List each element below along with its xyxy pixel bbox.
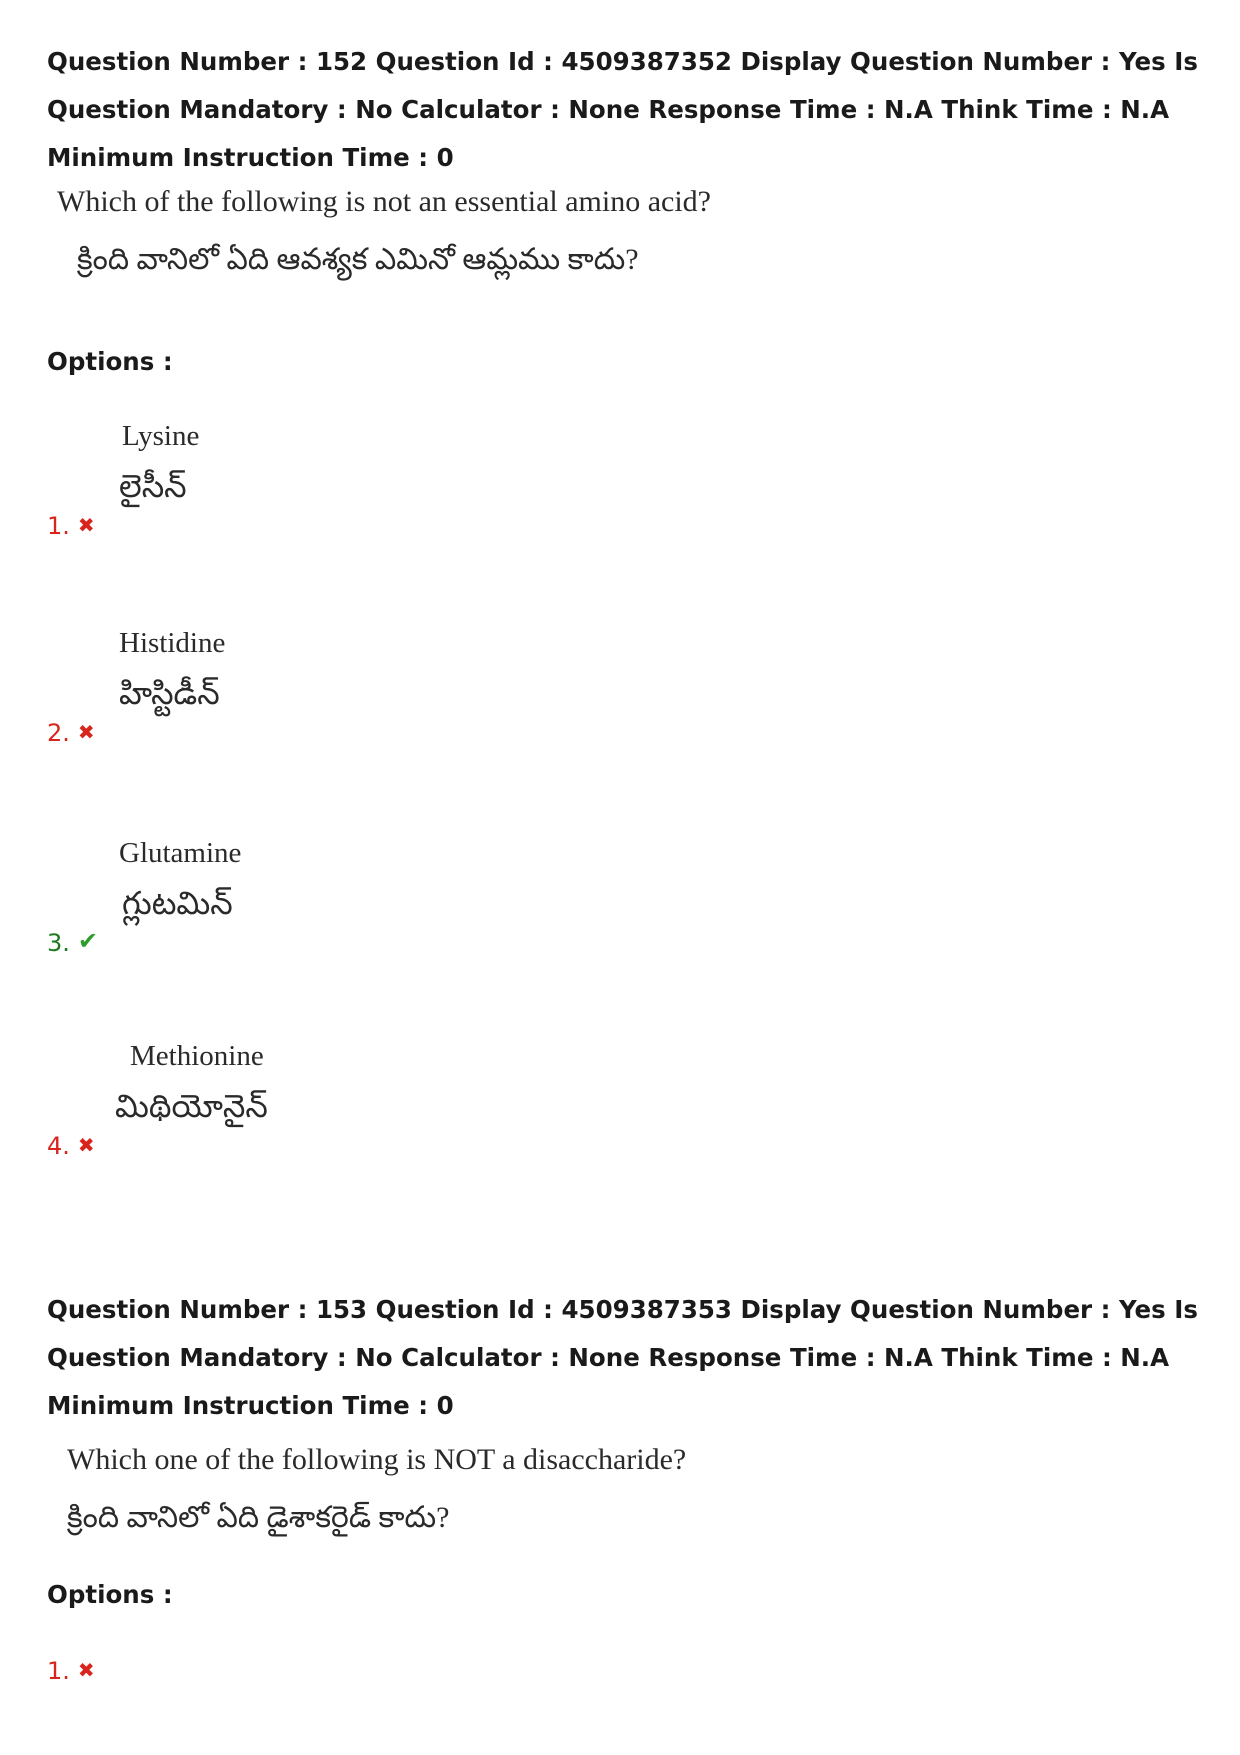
option-item: [47, 1040, 847, 1160]
cross-icon: ✖: [77, 1658, 95, 1682]
check-icon: ✔: [77, 927, 99, 955]
cross-icon: ✖: [77, 513, 95, 537]
options-label: Options :: [47, 347, 173, 376]
option-item: [47, 627, 847, 747]
question-text-telugu: క్రింది వానిలో ఏది ఆవశ్యక ఎమినో ఆమ్లము కాదు?: [77, 243, 639, 276]
option-number: 3. ✔: [47, 927, 99, 957]
option-number: 4. ✖: [47, 1132, 95, 1160]
option-number: 2. ✖: [47, 719, 95, 747]
question-meta: Question Number : 152 Question Id : 4509387352 Display Question Number : Yes Is Question Mandatory : No Calculator : None Response Time : N.A Think Time : N.A Minimum Instruction Time : 0: [47, 47, 1198, 172]
options-label: Options :: [47, 1580, 173, 1609]
option-item: [47, 1565, 847, 1685]
option-text-english: Lysine: [122, 420, 200, 452]
cross-icon: ✖: [77, 720, 95, 744]
option-text-telugu: మిథియోనైన్: [115, 1088, 268, 1124]
option-text-telugu: లైసీన్: [119, 468, 187, 504]
option-text-english: Methionine: [130, 1040, 264, 1072]
cross-icon: ✖: [77, 1133, 95, 1157]
question-text-telugu: క్రింది వానిలో ఏది డైశాకరైడ్ కాదు?: [67, 1501, 450, 1534]
option-item: [47, 837, 847, 957]
question-text: [57, 182, 711, 280]
option-item: [47, 420, 847, 540]
question-text-english: Which of the following is not an essential amino acid?: [57, 185, 711, 218]
question-text: [67, 1440, 686, 1538]
option-text-english: Histidine: [119, 627, 226, 659]
question-text-english: Which one of the following is NOT a disaccharide?: [67, 1443, 687, 1476]
option-text-english: Glutamine: [119, 837, 242, 869]
option-text-telugu: హిస్టిడీన్: [119, 675, 220, 711]
option-number: 1. ✖: [47, 512, 95, 540]
option-number: 1. ✖: [47, 1657, 95, 1685]
question-meta: Question Number : 153 Question Id : 4509387353 Display Question Number : Yes Is Question Mandatory : No Calculator : None Response Time : N.A Think Time : N.A Minimum Instruction Time : 0: [47, 1295, 1198, 1420]
option-text-telugu: గ్లుటమిన్: [122, 885, 233, 921]
